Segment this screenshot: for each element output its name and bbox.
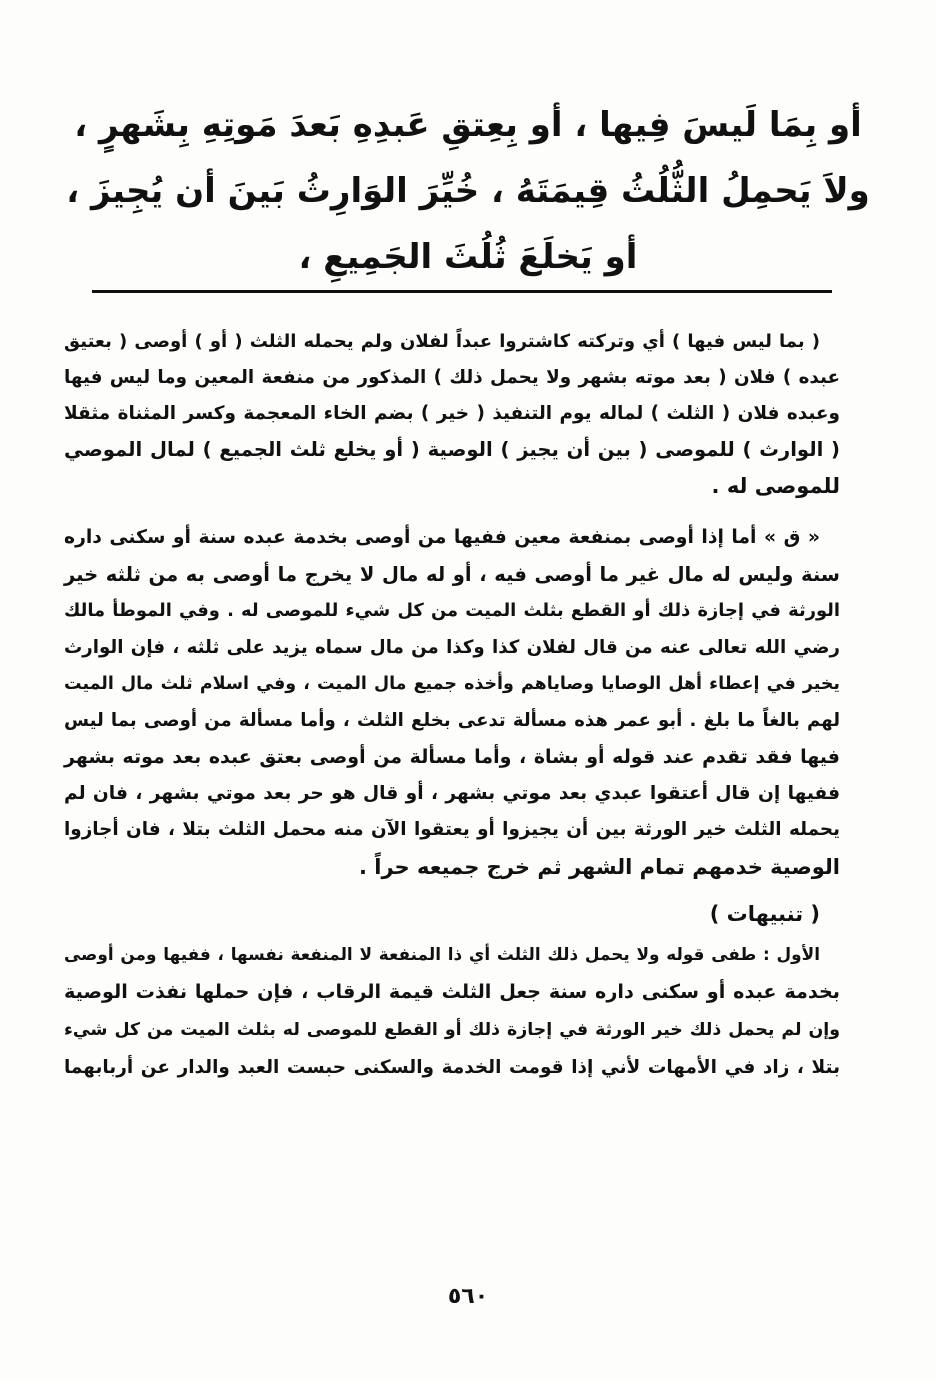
text-line: عبده ) فلان ( بعد موته بشهر ولا يحمل ذلك ) المذكور من منفعة المعين وما ليس فيها (64, 367, 840, 388)
commentary-sharh (64, 324, 840, 1087)
separator-rule (92, 290, 832, 293)
text-line: الأول : طفى قوله ولا يحمل ذلك الثلث أي ذا المنفعة لا المنفعة نفسها ، ففيها ومن أوصى (64, 944, 820, 964)
text-line: فيها فقد تقدم عند قوله أو بشاة ، وأما مسألة من أوصى بعتق عبده بعد موته بشهر (64, 746, 840, 768)
text-line: لهم بالغاً ما بلغ . أبو عمر هذه مسألة تدعى بخلع الثلث ، وأما مسألة من أوصى بما ليس (64, 709, 840, 731)
text-line: للموصى له . (711, 474, 840, 498)
matn-line: أو بِمَا لَيسَ فِيها ، أو بِعِتقِ عَبدِهِ بَعدَ مَوتِهِ بِشَهرٍ ، (74, 105, 862, 145)
commentary-paragraph (64, 520, 840, 885)
main-text-matn (60, 92, 876, 290)
section-heading: ( تنبيهات ) (709, 902, 820, 926)
text-line: يخير في إعطاء أهل الوصايا وصاياهم وأخذه جميع مال الميت ، وفي اسلام ثلث مال الميت (64, 674, 840, 694)
text-line: ( بما ليس فيها ) أي وتركته كاشتروا عبداً لفلان ولم يحمله الثلث ( أو ) أوصى ( بعتيق (64, 331, 820, 352)
matn-line: أو يَخلَعَ ثُلُثَ الجَمِيعِ ، (298, 237, 638, 277)
text-line: ( الوارث ) للموصى ( بين أن يجيز ) الوصية ( أو يخلع ثلث الجميع ) لمال الموصي (64, 438, 840, 461)
text-line: بخدمة عبده أو سكنى داره سنة جعل الثلث قيمة الرقاب ، فإن حملها نفذت الوصية (64, 980, 840, 1003)
text-line: « ق » أما إذا أوصى بمنفعة معين ففيها من أوصى بخدمة عبده سنة أو سكنى داره (64, 527, 820, 548)
text-line: رضي الله تعالى عنه من قال لفلان كذا وكذا من مال سماه يزيد على ثلثه ، فإن الوارث (64, 636, 840, 658)
text-line: ففيها إن قال أعتقوا عبدي بعد موتي بشهر ، أو قال هو حر بعد موتي بشهر ، فان لم (64, 782, 840, 804)
page-number: ٥٦٠ (447, 1284, 489, 1309)
text-line: وإن لم يحمل ذلك خير الورثة في إجازة ذلك أو القطع للموصى له بثلث الميت من كل شيء (64, 1020, 840, 1040)
text-line: سنة وليس له مال غير ما أوصى فيه ، أو له مال لا يخرج ما أوصى به من ثلثه خير (64, 562, 840, 586)
text-line: يحمله الثلث خير الورثة بين أن يجيزوا أو يعتقوا الآن منه محمل الثلث بتلا ، فان أجازوا (64, 819, 840, 840)
commentary-paragraph (64, 935, 840, 1087)
text-line: بتلا ، زاد في الأمهات لأني إذا قومت الخدمة والسكنى حبست العبد والدار عن أربابهما (64, 1057, 840, 1078)
commentary-paragraph (64, 324, 840, 504)
text-line: وعبده فلان ( الثلث ) لماله يوم التنفيذ ( خير ) بضم الخاء المعجمة وكسر المثناة مثقلا (64, 403, 840, 424)
text-line: الوصية خدمهم تمام الشهر ثم خرج جميعه حراً . (359, 854, 840, 879)
text-line: الورثة في إجازة ذلك أو القطع بثلث الميت من كل شيء للموصى له . وفي الموطأ مالك (64, 600, 840, 621)
matn-line: ولاَ يَحمِلُ الثُّلُثُ قِيمَتَهُ ، خُيِّرَ الوَارِثُ بَينَ أن يُجِيزَ ، (66, 171, 870, 211)
